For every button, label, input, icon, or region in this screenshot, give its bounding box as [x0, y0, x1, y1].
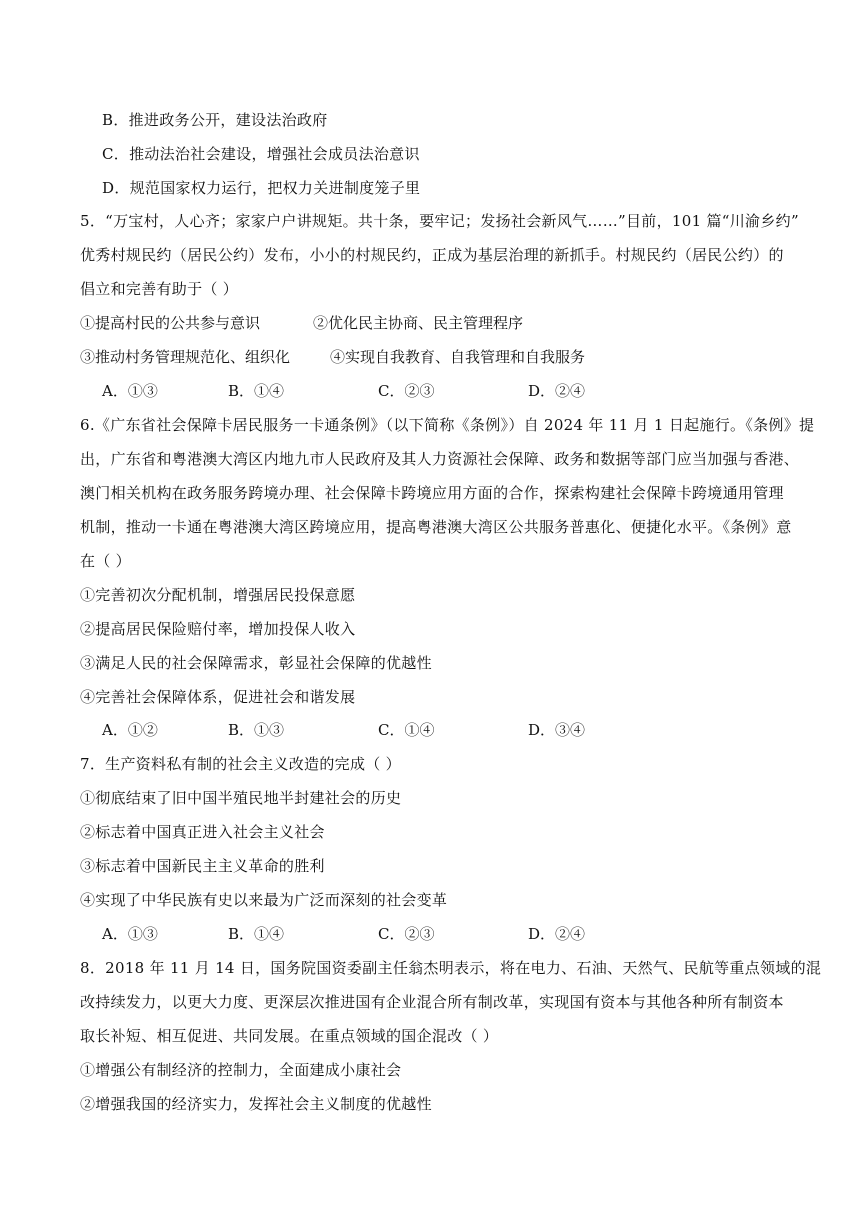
- q7-stem-line1: 7．生产资料私有制的社会主义改造的完成（ ）: [80, 755, 401, 773]
- q4-option-c: C．推动法治社会建设，增强社会成员法治意识: [102, 145, 420, 163]
- q5-stem-line2: 优秀村规民约（居民公约）发布，小小的村规民约，正成为基层治理的新抓手。村规民约（居民公约）的: [80, 246, 784, 264]
- q5-options: [102, 381, 662, 401]
- q5-item3: ③推动村务管理规范化、组织化: [80, 348, 291, 366]
- q6-stem-line5: 在（ ）: [80, 552, 131, 570]
- q5-item1: ①提高村民的公共参与意识: [80, 314, 261, 332]
- q6-item4: ④完善社会保障体系，促进社会和谐发展: [80, 688, 356, 706]
- q8-item2: ②增强我国的经济实力，发挥社会主义制度的优越性: [80, 1095, 432, 1113]
- q8-item1: ①增强公有制经济的控制力，全面建成小康社会: [80, 1061, 402, 1079]
- q5-option-a: A．①③: [102, 382, 158, 400]
- q6-item2: ②提高居民保险赔付率，增加投保人收入: [80, 620, 356, 638]
- q6-stem-line1: 6.《广东省社会保障卡居民服务一卡通条例》（以下简称《条例》）自 2024 年 11 月 1 日起施行。《条例》提: [80, 416, 815, 434]
- q5-item4: ④实现自我教育、自我管理和自我服务: [330, 348, 586, 366]
- q6-item1: ①完善初次分配机制，增强居民投保意愿: [80, 586, 356, 604]
- q5-items-row1: [80, 313, 786, 333]
- q5-option-b: B．①④: [228, 382, 285, 400]
- q7-option-a: A．①③: [102, 925, 158, 943]
- q8-stem-line2: 改持续发力，以更大力度、更深层次推进国有企业混合所有制改革，实现国有资本与其他各种所有制资本: [80, 993, 784, 1011]
- q7-option-d: D．②④: [528, 925, 586, 943]
- q6-option-c: C．①④: [378, 721, 435, 739]
- q6-stem-line4: 机制，推动一卡通在粤港澳大湾区跨境应用，提高粤港澳大湾区公共服务普惠化、便捷化水平。《条例》意: [80, 518, 792, 536]
- q7-item3: ③标志着中国新民主主义革命的胜利: [80, 857, 325, 875]
- q7-item2: ②标志着中国真正进入社会主义社会: [80, 823, 325, 841]
- q6-option-d: D．③④: [528, 721, 586, 739]
- q7-option-b: B．①④: [228, 925, 285, 943]
- q6-stem-line3: 澳门相关机构在政务服务跨境办理、社会保障卡跨境应用方面的合作，探索构建社会保障卡跨境通用管理: [80, 484, 784, 502]
- q6-stem-line2: 出，广东省和粤港澳大湾区内地九市人民政府及其人力资源社会保障、政务和数据等部门应当加强与香港、: [80, 450, 800, 468]
- q5-stem-line3: 倡立和完善有助于（ ）: [80, 280, 239, 298]
- q5-items-row2: [80, 347, 786, 367]
- q8-stem-line3: 取长补短、相互促进、共同发展。在重点领域的国企混改（ ）: [80, 1027, 499, 1045]
- q8-stem-line1: 8．2018 年 11 月 14 日，国务院国资委副主任翁杰明表示，将在电力、石油、天然气、民航等重点领域的混: [80, 959, 822, 977]
- q5-stem-line1: 5．“万宝村，人心齐；家家户户讲规矩。共十条，要牢记；发扬社会新风气……”目前，101 篇“川渝乡约”: [80, 212, 799, 230]
- q4-option-b: B．推进政务公开，建设法治政府: [102, 111, 328, 129]
- q7-item1: ①彻底结束了旧中国半殖民地半封建社会的历史: [80, 789, 402, 807]
- q4-option-d: D．规范国家权力运行，把权力关进制度笼子里: [102, 179, 421, 197]
- q6-item3: ③满足人民的社会保障需求，彰显社会保障的优越性: [80, 654, 432, 672]
- q7-option-c: C．②③: [378, 925, 435, 943]
- q7-options: [102, 924, 662, 944]
- q7-item4: ④实现了中华民族有史以来最为广泛而深刻的社会变革: [80, 891, 448, 909]
- q5-option-c: C．②③: [378, 382, 435, 400]
- q6-option-b: B．①③: [228, 721, 285, 739]
- q6-option-a: A．①②: [102, 721, 158, 739]
- q5-item2: ②优化民主协商、民主管理程序: [313, 314, 524, 332]
- q5-option-d: D．②④: [528, 382, 586, 400]
- q6-options: [102, 720, 662, 740]
